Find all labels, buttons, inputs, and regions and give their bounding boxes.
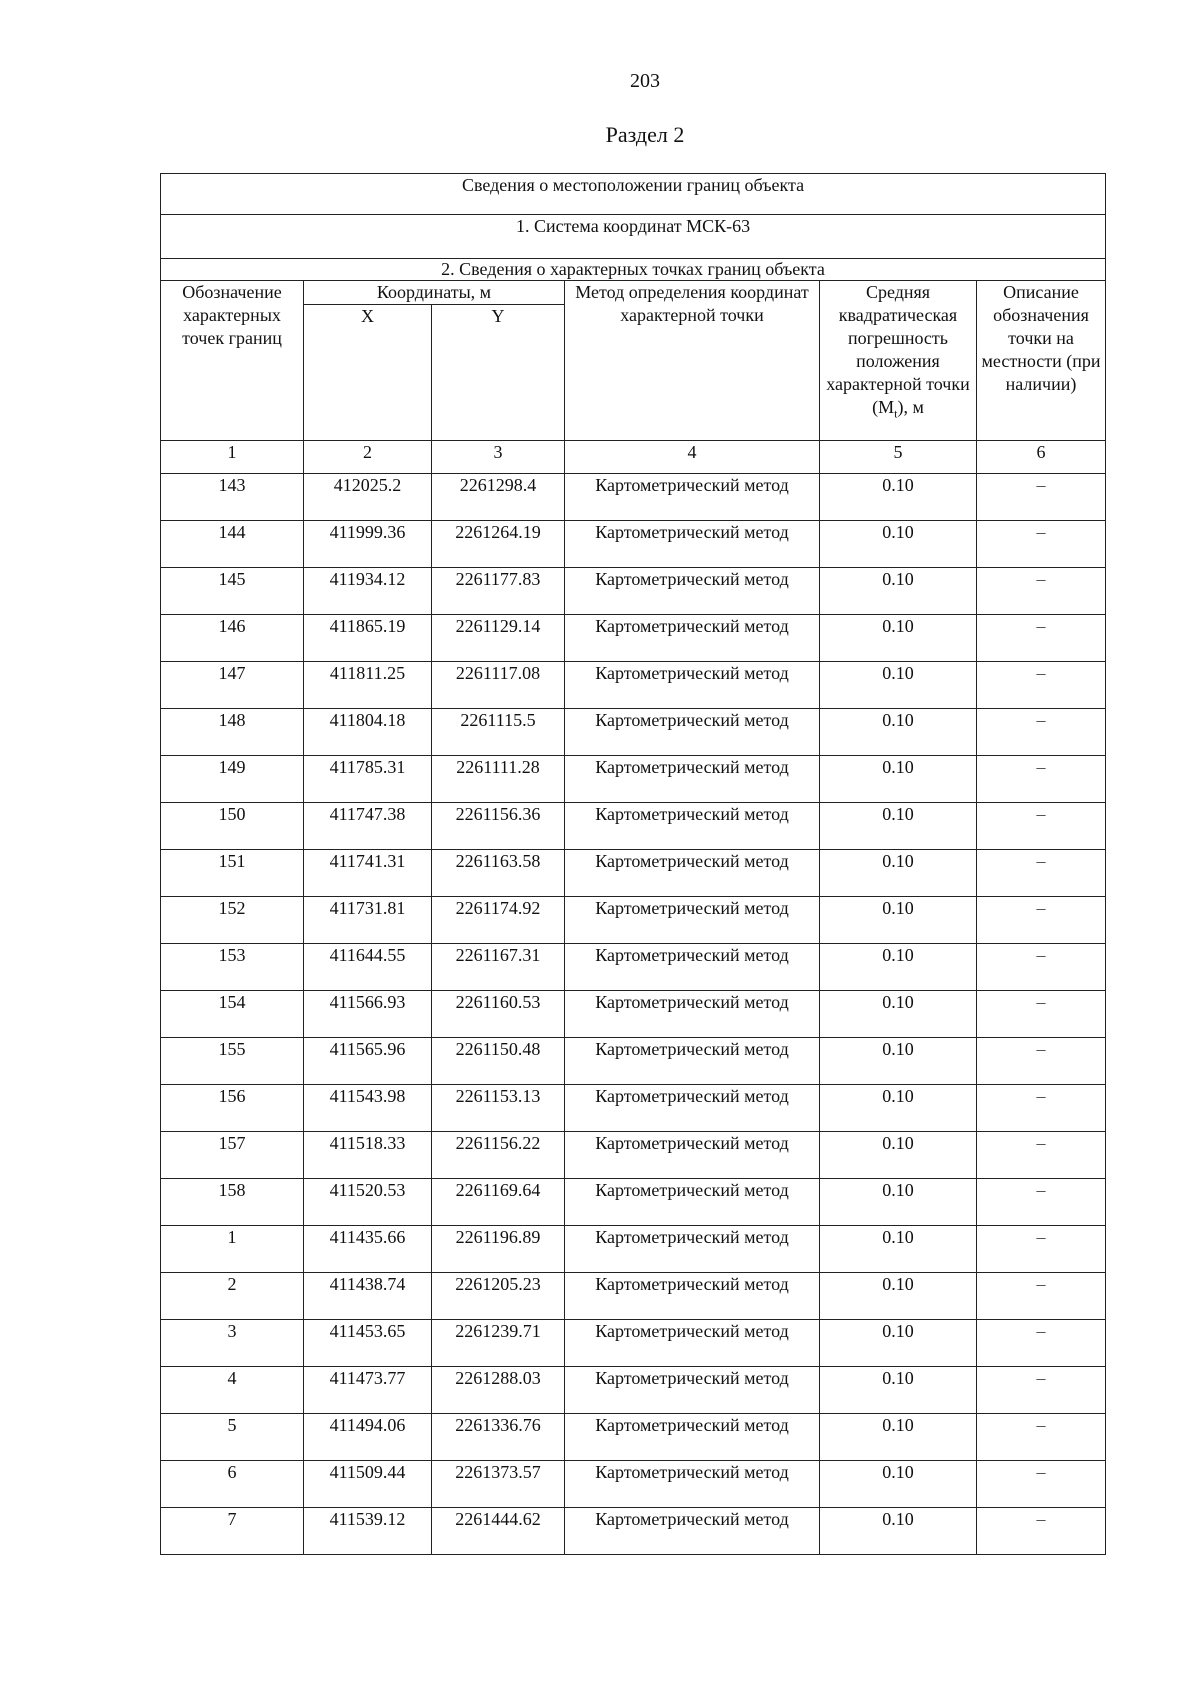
point-id-cell: 158 (161, 1179, 304, 1226)
description-cell: – (977, 1273, 1106, 1320)
table-row (161, 1085, 1106, 1132)
column-number: 4 (565, 441, 820, 474)
table-row (161, 662, 1106, 709)
y-coordinate-cell: 2261205.23 (432, 1273, 565, 1320)
table-row (161, 803, 1106, 850)
point-id-cell: 149 (161, 756, 304, 803)
table-row (161, 568, 1106, 615)
y-coordinate-cell: 2261288.03 (432, 1367, 565, 1414)
error-cell: 0.10 (820, 756, 977, 803)
description-cell: – (977, 1226, 1106, 1273)
x-coordinate-cell: 411785.31 (304, 756, 432, 803)
error-cell: 0.10 (820, 1179, 977, 1226)
method-cell: Картометрический метод (565, 1414, 820, 1461)
point-id-cell: 5 (161, 1414, 304, 1461)
error-cell: 0.10 (820, 568, 977, 615)
table-row (161, 944, 1106, 991)
y-coordinate-cell: 2261177.83 (432, 568, 565, 615)
table-row (161, 756, 1106, 803)
method-cell: Картометрический метод (565, 709, 820, 756)
method-cell: Картометрический метод (565, 803, 820, 850)
point-id-cell: 2 (161, 1273, 304, 1320)
method-cell: Картометрический метод (565, 615, 820, 662)
description-cell: – (977, 897, 1106, 944)
y-coordinate-cell: 2261167.31 (432, 944, 565, 991)
error-cell: 0.10 (820, 709, 977, 756)
point-id-cell: 146 (161, 615, 304, 662)
column-numbers-row (161, 441, 1106, 474)
point-id-cell: 150 (161, 803, 304, 850)
method-cell: Картометрический метод (565, 991, 820, 1038)
error-cell: 0.10 (820, 1273, 977, 1320)
y-coordinate-cell: 2261336.76 (432, 1414, 565, 1461)
table-row (161, 1038, 1106, 1085)
x-coordinate-cell: 412025.2 (304, 474, 432, 521)
coordinate-system: 1. Система координат МСК-63 (161, 215, 1106, 259)
method-cell: Картометрический метод (565, 1038, 820, 1085)
x-coordinate-cell: 411453.65 (304, 1320, 432, 1367)
error-cell: 0.10 (820, 521, 977, 568)
table-row (161, 1132, 1106, 1179)
error-cell: 0.10 (820, 474, 977, 521)
point-id-cell: 153 (161, 944, 304, 991)
x-coordinate-cell: 411741.31 (304, 850, 432, 897)
description-cell: – (977, 709, 1106, 756)
error-cell: 0.10 (820, 1414, 977, 1461)
x-coordinate-cell: 411494.06 (304, 1414, 432, 1461)
description-cell: – (977, 1320, 1106, 1367)
y-coordinate-cell: 2261444.62 (432, 1508, 565, 1555)
point-id-cell: 151 (161, 850, 304, 897)
description-cell: – (977, 1508, 1106, 1555)
description-cell: – (977, 1085, 1106, 1132)
table-row (161, 521, 1106, 568)
x-coordinate-cell: 411747.38 (304, 803, 432, 850)
y-coordinate-cell: 2261174.92 (432, 897, 565, 944)
method-cell: Картометрический метод (565, 1085, 820, 1132)
x-coordinate-cell: 411811.25 (304, 662, 432, 709)
point-id-cell: 1 (161, 1226, 304, 1273)
description-cell: – (977, 615, 1106, 662)
y-coordinate-cell: 2261169.64 (432, 1179, 565, 1226)
header-description: Описание обозначения точки на местности (при наличии) (977, 281, 1106, 441)
method-cell: Картометрический метод (565, 1320, 820, 1367)
header-error-text: Средняя квадратическая погрешность положения характерной точки (M (826, 282, 970, 417)
method-cell: Картометрический метод (565, 850, 820, 897)
y-coordinate-cell: 2261156.36 (432, 803, 565, 850)
header-coordinates: Координаты, м (304, 281, 565, 305)
boundary-points-table (160, 173, 1106, 1555)
x-coordinate-cell: 411543.98 (304, 1085, 432, 1132)
header-row-1 (161, 281, 1106, 305)
point-id-cell: 155 (161, 1038, 304, 1085)
table-row (161, 850, 1106, 897)
description-cell: – (977, 1461, 1106, 1508)
x-coordinate-cell: 411518.33 (304, 1132, 432, 1179)
error-cell: 0.10 (820, 803, 977, 850)
y-coordinate-cell: 2261239.71 (432, 1320, 565, 1367)
error-cell: 0.10 (820, 1508, 977, 1555)
table-title-row (161, 174, 1106, 215)
table-row (161, 615, 1106, 662)
point-id-cell: 148 (161, 709, 304, 756)
y-coordinate-cell: 2261150.48 (432, 1038, 565, 1085)
table-row (161, 1273, 1106, 1320)
table-row (161, 1367, 1106, 1414)
x-coordinate-cell: 411934.12 (304, 568, 432, 615)
point-id-cell: 4 (161, 1367, 304, 1414)
section-title: Раздел 2 (605, 122, 685, 147)
error-cell: 0.10 (820, 1320, 977, 1367)
description-cell: – (977, 662, 1106, 709)
y-coordinate-cell: 2261129.14 (432, 615, 565, 662)
table-row (161, 474, 1106, 521)
y-coordinate-cell: 2261196.89 (432, 1226, 565, 1273)
point-id-cell: 157 (161, 1132, 304, 1179)
error-cell: 0.10 (820, 944, 977, 991)
header-error-subscript: t (894, 406, 898, 421)
point-id-cell: 3 (161, 1320, 304, 1367)
method-cell: Картометрический метод (565, 1273, 820, 1320)
y-coordinate-cell: 2261373.57 (432, 1461, 565, 1508)
method-cell: Картометрический метод (565, 521, 820, 568)
table-row (161, 1461, 1106, 1508)
x-coordinate-cell: 411565.96 (304, 1038, 432, 1085)
y-coordinate-cell: 2261153.13 (432, 1085, 565, 1132)
y-coordinate-cell: 2261111.28 (432, 756, 565, 803)
points-section-row (161, 259, 1106, 281)
description-cell: – (977, 1414, 1106, 1461)
column-number: 1 (161, 441, 304, 474)
point-id-cell: 147 (161, 662, 304, 709)
error-cell: 0.10 (820, 1367, 977, 1414)
table-row (161, 897, 1106, 944)
point-id-cell: 145 (161, 568, 304, 615)
x-coordinate-cell: 411438.74 (304, 1273, 432, 1320)
y-coordinate-cell: 2261115.5 (432, 709, 565, 756)
description-cell: – (977, 803, 1106, 850)
description-cell: – (977, 944, 1106, 991)
error-cell: 0.10 (820, 1038, 977, 1085)
error-cell: 0.10 (820, 1085, 977, 1132)
method-cell: Картометрический метод (565, 662, 820, 709)
error-cell: 0.10 (820, 850, 977, 897)
coordinate-system-row (161, 215, 1106, 259)
header-designation: Обозначение характерных точек границ (161, 281, 304, 441)
description-cell: – (977, 1132, 1106, 1179)
method-cell: Картометрический метод (565, 756, 820, 803)
x-coordinate-cell: 411435.66 (304, 1226, 432, 1273)
error-cell: 0.10 (820, 1226, 977, 1273)
x-coordinate-cell: 411644.55 (304, 944, 432, 991)
table-title: Сведения о местоположении границ объекта (161, 174, 1106, 215)
error-cell: 0.10 (820, 1461, 977, 1508)
y-coordinate-cell: 2261156.22 (432, 1132, 565, 1179)
error-cell: 0.10 (820, 1132, 977, 1179)
y-coordinate-cell: 2261163.58 (432, 850, 565, 897)
column-number: 3 (432, 441, 565, 474)
method-cell: Картометрический метод (565, 568, 820, 615)
method-cell: Картометрический метод (565, 474, 820, 521)
x-coordinate-cell: 411539.12 (304, 1508, 432, 1555)
header-error-unit: ), м (897, 397, 924, 417)
point-id-cell: 156 (161, 1085, 304, 1132)
x-coordinate-cell: 411509.44 (304, 1461, 432, 1508)
x-coordinate-cell: 411999.36 (304, 521, 432, 568)
description-cell: – (977, 521, 1106, 568)
y-coordinate-cell: 2261160.53 (432, 991, 565, 1038)
description-cell: – (977, 991, 1106, 1038)
point-id-cell: 154 (161, 991, 304, 1038)
column-number: 6 (977, 441, 1106, 474)
method-cell: Картометрический метод (565, 897, 820, 944)
method-cell: Картометрический метод (565, 1508, 820, 1555)
point-id-cell: 6 (161, 1461, 304, 1508)
x-coordinate-cell: 411520.53 (304, 1179, 432, 1226)
error-cell: 0.10 (820, 897, 977, 944)
error-cell: 0.10 (820, 662, 977, 709)
method-cell: Картометрический метод (565, 1367, 820, 1414)
description-cell: – (977, 1367, 1106, 1414)
page-number: 203 (630, 70, 660, 92)
header-x: X (304, 305, 432, 441)
y-coordinate-cell: 2261298.4 (432, 474, 565, 521)
method-cell: Картометрический метод (565, 1132, 820, 1179)
header-method: Метод определения координат характерной точки (565, 281, 820, 441)
description-cell: – (977, 474, 1106, 521)
table-row (161, 1508, 1106, 1555)
point-id-cell: 7 (161, 1508, 304, 1555)
description-cell: – (977, 1038, 1106, 1085)
method-cell: Картометрический метод (565, 944, 820, 991)
x-coordinate-cell: 411473.77 (304, 1367, 432, 1414)
x-coordinate-cell: 411566.93 (304, 991, 432, 1038)
point-id-cell: 152 (161, 897, 304, 944)
table-row (161, 1320, 1106, 1367)
method-cell: Картометрический метод (565, 1226, 820, 1273)
point-id-cell: 143 (161, 474, 304, 521)
y-coordinate-cell: 2261264.19 (432, 521, 565, 568)
error-cell: 0.10 (820, 991, 977, 1038)
x-coordinate-cell: 411731.81 (304, 897, 432, 944)
column-number: 2 (304, 441, 432, 474)
method-cell: Картометрический метод (565, 1461, 820, 1508)
column-number: 5 (820, 441, 977, 474)
points-section-title: 2. Сведения о характерных точках границ объекта (161, 259, 1106, 281)
method-cell: Картометрический метод (565, 1179, 820, 1226)
y-coordinate-cell: 2261117.08 (432, 662, 565, 709)
description-cell: – (977, 568, 1106, 615)
table-row (161, 991, 1106, 1038)
description-cell: – (977, 1179, 1106, 1226)
header-y: Y (432, 305, 565, 441)
point-id-cell: 144 (161, 521, 304, 568)
x-coordinate-cell: 411865.19 (304, 615, 432, 662)
table-row (161, 1414, 1106, 1461)
header-error (820, 281, 977, 441)
description-cell: – (977, 850, 1106, 897)
table-row (161, 709, 1106, 756)
error-cell: 0.10 (820, 615, 977, 662)
description-cell: – (977, 756, 1106, 803)
table-row (161, 1179, 1106, 1226)
table-row (161, 1226, 1106, 1273)
x-coordinate-cell: 411804.18 (304, 709, 432, 756)
